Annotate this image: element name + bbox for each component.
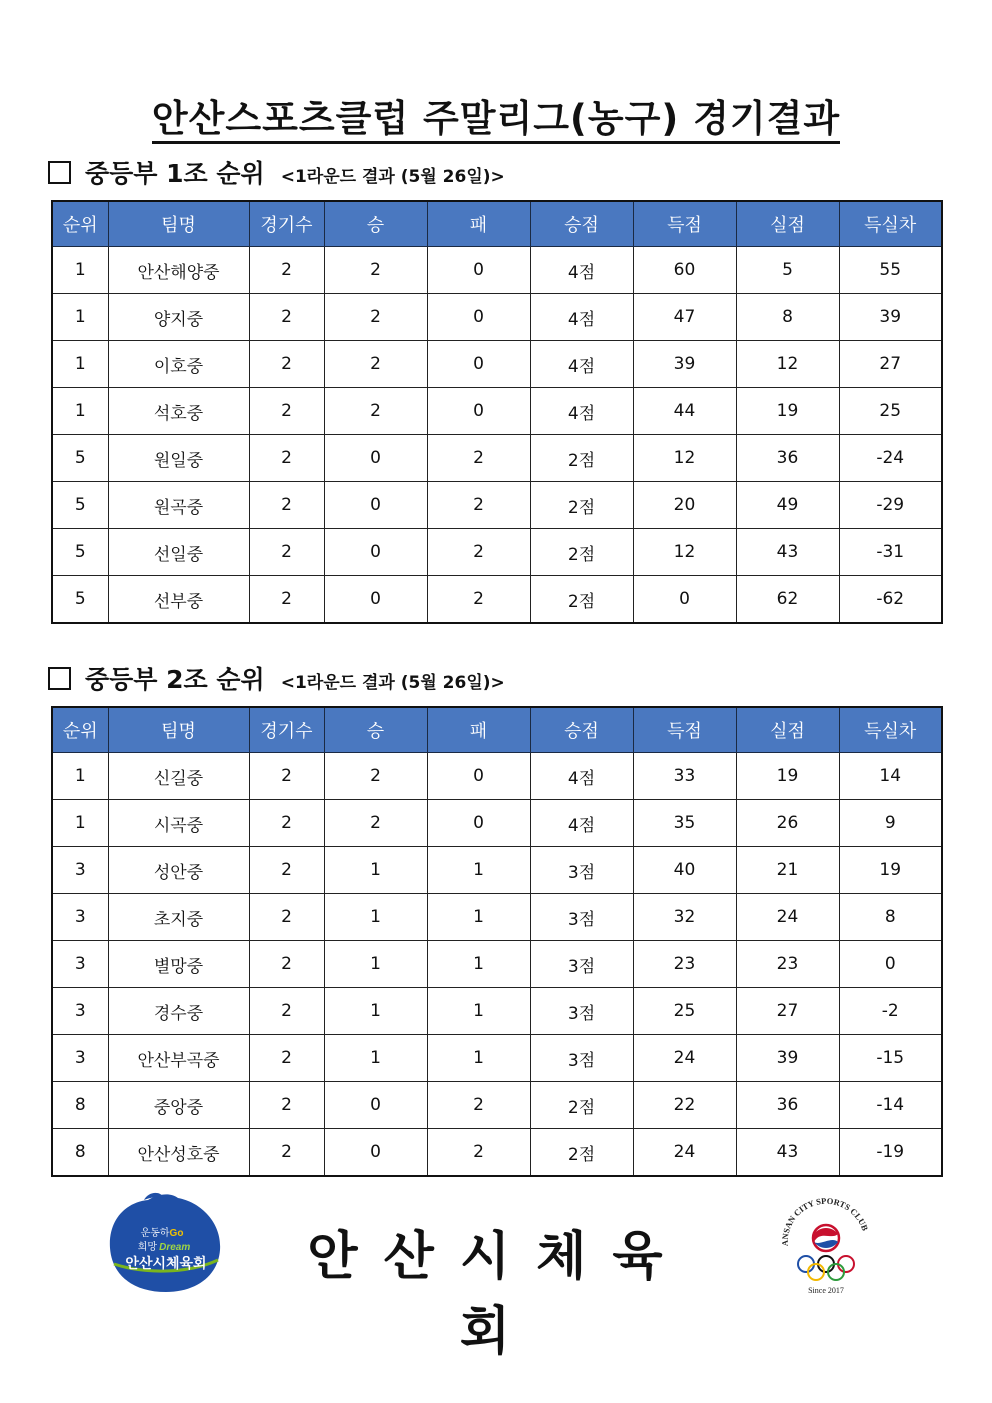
table-cell: 8: [736, 294, 839, 341]
logo-line2-b: Dream: [159, 1242, 191, 1253]
logo-line1-a: 운동하: [140, 1228, 170, 1239]
table-cell: 2: [249, 941, 324, 988]
table-cell: 19: [736, 753, 839, 800]
group1-section-header: [48, 154, 505, 190]
group2-heading: 중등부 2조 순위: [85, 665, 265, 694]
table-row: [52, 988, 942, 1035]
table-cell: 2: [427, 1082, 530, 1129]
table-cell: 2: [324, 247, 427, 294]
table-cell: 2: [249, 1129, 324, 1177]
table-cell: 22: [633, 1082, 736, 1129]
table-cell: 0: [427, 294, 530, 341]
table-cell: 2: [249, 988, 324, 1035]
table-cell: 1: [52, 800, 108, 847]
column-header: 승: [324, 201, 427, 247]
table-cell: 4점: [530, 294, 633, 341]
table-cell: 1: [52, 294, 108, 341]
table-cell: 3: [52, 847, 108, 894]
column-header: 순위: [52, 201, 108, 247]
table-cell: 12: [633, 529, 736, 576]
logo-line2-a: 희망: [137, 1242, 158, 1253]
table-cell: 2: [427, 1129, 530, 1177]
table-cell: 40: [633, 847, 736, 894]
table-cell: 2: [324, 388, 427, 435]
group1-subtitle: <1라운드 결과 (5월 26일)>: [280, 166, 505, 187]
table-cell: 12: [633, 435, 736, 482]
table-row: [52, 482, 942, 529]
table-cell: 39: [736, 1035, 839, 1082]
table-cell: 안산해양중: [108, 247, 249, 294]
table-cell: 경수중: [108, 988, 249, 1035]
table-cell: 43: [736, 1129, 839, 1177]
table-cell: 62: [736, 576, 839, 624]
table-cell: 8: [839, 894, 942, 941]
table-cell: 시곡중: [108, 800, 249, 847]
table-cell: 1: [427, 1035, 530, 1082]
table-cell: 2: [249, 435, 324, 482]
column-header: 실점: [736, 707, 839, 753]
table-cell: 2: [427, 576, 530, 624]
table-cell: 안산부곡중: [108, 1035, 249, 1082]
column-header: 패: [427, 707, 530, 753]
table-cell: 39: [633, 341, 736, 388]
table-cell: 5: [52, 482, 108, 529]
column-header: 득실차: [839, 201, 942, 247]
table-cell: 43: [736, 529, 839, 576]
table-cell: 2: [249, 388, 324, 435]
table-cell: 선일중: [108, 529, 249, 576]
table-row: [52, 941, 942, 988]
table-cell: 2점: [530, 576, 633, 624]
table-cell: 19: [736, 388, 839, 435]
table-cell: 이호중: [108, 341, 249, 388]
table-cell: 3: [52, 941, 108, 988]
table-cell: 중앙중: [108, 1082, 249, 1129]
table-row: [52, 753, 942, 800]
table-cell: 4점: [530, 800, 633, 847]
table-cell: -15: [839, 1035, 942, 1082]
table-cell: 1: [427, 847, 530, 894]
table-cell: 3: [52, 988, 108, 1035]
table-cell: 2점: [530, 1129, 633, 1177]
table-cell: 36: [736, 435, 839, 482]
table-cell: 0: [324, 1129, 427, 1177]
table-cell: 2: [249, 576, 324, 624]
table-cell: 3: [52, 894, 108, 941]
table-cell: 2: [324, 341, 427, 388]
table-cell: 3점: [530, 988, 633, 1035]
table-cell: 2점: [530, 435, 633, 482]
column-header: 팀명: [108, 707, 249, 753]
table-cell: 4점: [530, 388, 633, 435]
table-cell: 0: [633, 576, 736, 624]
table-cell: 19: [839, 847, 942, 894]
table-cell: 1: [324, 847, 427, 894]
table-cell: 27: [736, 988, 839, 1035]
table-cell: 27: [839, 341, 942, 388]
table-row: [52, 341, 942, 388]
table-cell: 32: [633, 894, 736, 941]
table-cell: 25: [839, 388, 942, 435]
table-cell: 36: [736, 1082, 839, 1129]
table-cell: -19: [839, 1129, 942, 1177]
table-cell: 49: [736, 482, 839, 529]
table-row: [52, 529, 942, 576]
table-cell: 8: [52, 1082, 108, 1129]
table-cell: 1: [52, 247, 108, 294]
table-cell: 39: [839, 294, 942, 341]
table-cell: 5: [736, 247, 839, 294]
table-cell: 24: [633, 1129, 736, 1177]
table-cell: 0: [324, 435, 427, 482]
table-cell: 2: [324, 753, 427, 800]
table-cell: 25: [633, 988, 736, 1035]
group1-standings-table: [51, 200, 943, 624]
table-cell: 8: [52, 1129, 108, 1177]
table-cell: 2: [249, 753, 324, 800]
svg-text:희망Dream: [138, 1240, 191, 1253]
table-cell: 1: [427, 894, 530, 941]
table-cell: 0: [839, 941, 942, 988]
column-header: 득점: [633, 201, 736, 247]
table-cell: 4점: [530, 247, 633, 294]
table-cell: 3점: [530, 941, 633, 988]
group1-heading: 중등부 1조 순위: [85, 159, 265, 188]
table-cell: 2: [427, 529, 530, 576]
table-cell: 0: [427, 753, 530, 800]
table-cell: 2: [249, 1082, 324, 1129]
table-row: [52, 1082, 942, 1129]
table-cell: 1: [427, 988, 530, 1035]
table-cell: 4점: [530, 753, 633, 800]
table-cell: 2점: [530, 529, 633, 576]
column-header: 팀명: [108, 201, 249, 247]
column-header: 실점: [736, 201, 839, 247]
table-cell: 9: [839, 800, 942, 847]
table-cell: 원일중: [108, 435, 249, 482]
column-header: 득점: [633, 707, 736, 753]
column-header: 경기수: [249, 201, 324, 247]
table-cell: 2: [249, 800, 324, 847]
table-cell: 47: [633, 294, 736, 341]
table-cell: 신길중: [108, 753, 249, 800]
table-cell: 원곡중: [108, 482, 249, 529]
table-cell: 선부중: [108, 576, 249, 624]
document-title: 안산스포츠클럽 주말리그(농구) 경기결과: [0, 88, 992, 142]
table-cell: 26: [736, 800, 839, 847]
table-cell: 35: [633, 800, 736, 847]
table-cell: 5: [52, 435, 108, 482]
column-header: 승: [324, 707, 427, 753]
table-cell: -62: [839, 576, 942, 624]
table-cell: 1: [324, 894, 427, 941]
table-cell: 14: [839, 753, 942, 800]
column-header: 득실차: [839, 707, 942, 753]
table-row: [52, 1035, 942, 1082]
table-cell: 20: [633, 482, 736, 529]
table-header-row: [52, 201, 942, 247]
table-cell: 양지중: [108, 294, 249, 341]
group2-section-header: [48, 660, 505, 696]
table-cell: 2: [249, 529, 324, 576]
table-cell: -14: [839, 1082, 942, 1129]
table-row: [52, 894, 942, 941]
table-cell: 성안중: [108, 847, 249, 894]
table-row: [52, 294, 942, 341]
table-cell: 0: [324, 529, 427, 576]
table-cell: 0: [427, 388, 530, 435]
table-cell: 2점: [530, 482, 633, 529]
table-row: [52, 800, 942, 847]
table-cell: 3점: [530, 894, 633, 941]
table-cell: 2: [249, 847, 324, 894]
table-cell: 2: [249, 1035, 324, 1082]
table-cell: 1: [52, 753, 108, 800]
table-cell: 0: [427, 341, 530, 388]
table-row: [52, 1129, 942, 1177]
table-cell: 0: [427, 800, 530, 847]
table-cell: 24: [633, 1035, 736, 1082]
table-cell: 2: [249, 894, 324, 941]
table-row: [52, 435, 942, 482]
table-cell: -24: [839, 435, 942, 482]
table-cell: 2: [427, 482, 530, 529]
table-cell: 2: [249, 341, 324, 388]
table-cell: 2: [324, 294, 427, 341]
table-cell: 1: [324, 1035, 427, 1082]
table-cell: 1: [324, 941, 427, 988]
table-cell: 안산성호중: [108, 1129, 249, 1177]
table-cell: 5: [52, 576, 108, 624]
checkbox-square-icon: [48, 667, 71, 690]
table-row: [52, 247, 942, 294]
table-cell: 별망중: [108, 941, 249, 988]
table-cell: -2: [839, 988, 942, 1035]
table-cell: 1: [52, 341, 108, 388]
table-row: [52, 847, 942, 894]
logo-line3: 안산시체육회: [125, 1255, 207, 1271]
table-cell: 2: [427, 435, 530, 482]
table-cell: 2: [249, 294, 324, 341]
table-cell: 12: [736, 341, 839, 388]
table-cell: 23: [633, 941, 736, 988]
sports-council-logo: [104, 1190, 226, 1296]
ansan-city-sports-club-logo: [778, 1194, 874, 1298]
column-header: 패: [427, 201, 530, 247]
table-cell: 1: [324, 988, 427, 1035]
logo-line1-b: Go: [169, 1228, 184, 1239]
table-cell: 4점: [530, 341, 633, 388]
column-header: 순위: [52, 707, 108, 753]
table-cell: -29: [839, 482, 942, 529]
logo-since-text: Since 2017: [808, 1286, 844, 1295]
group2-subtitle: <1라운드 결과 (5월 26일)>: [280, 672, 505, 693]
table-cell: 55: [839, 247, 942, 294]
group2-standings-table: [51, 706, 943, 1177]
table-cell: 23: [736, 941, 839, 988]
table-cell: 3점: [530, 847, 633, 894]
table-cell: 초지중: [108, 894, 249, 941]
table-cell: 21: [736, 847, 839, 894]
checkbox-square-icon: [48, 161, 71, 184]
table-cell: -31: [839, 529, 942, 576]
logo-arc-text: ANSAN CITY SPORTS CLUB: [779, 1195, 871, 1247]
table-cell: 33: [633, 753, 736, 800]
table-cell: 2: [249, 482, 324, 529]
organization-name: 안산시체육회: [307, 1227, 689, 1362]
table-cell: 석호중: [108, 388, 249, 435]
column-header: 승점: [530, 201, 633, 247]
table-cell: 0: [324, 576, 427, 624]
table-row: [52, 576, 942, 624]
table-cell: 1: [52, 388, 108, 435]
table-cell: 5: [52, 529, 108, 576]
table-cell: 24: [736, 894, 839, 941]
table-header-row: [52, 707, 942, 753]
table-cell: 60: [633, 247, 736, 294]
table-cell: 1: [427, 941, 530, 988]
table-cell: 0: [427, 247, 530, 294]
table-cell: 2: [249, 247, 324, 294]
table-row: [52, 388, 942, 435]
svg-text:운동하Go: [141, 1226, 184, 1239]
table-cell: 3: [52, 1035, 108, 1082]
table-cell: 2: [324, 800, 427, 847]
table-cell: 3점: [530, 1035, 633, 1082]
table-cell: 2점: [530, 1082, 633, 1129]
table-cell: 44: [633, 388, 736, 435]
table-cell: 0: [324, 482, 427, 529]
column-header: 경기수: [249, 707, 324, 753]
table-cell: 0: [324, 1082, 427, 1129]
column-header: 승점: [530, 707, 633, 753]
